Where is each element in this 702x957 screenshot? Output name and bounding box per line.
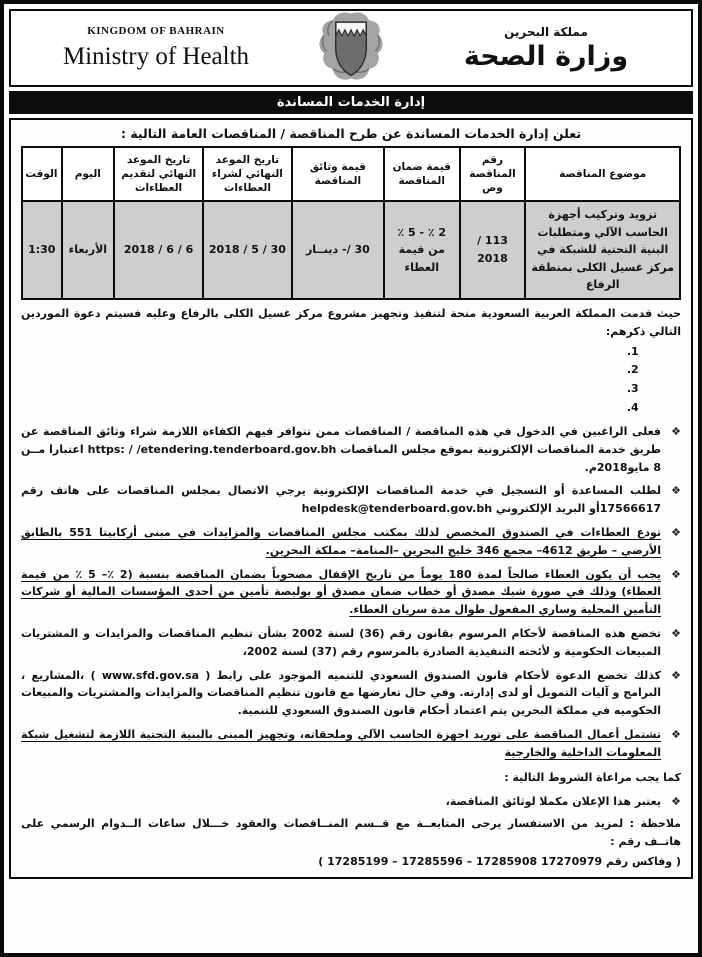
tender-table-header-row — [22, 147, 680, 201]
col-header-time: الوقت — [22, 147, 62, 201]
bullet-text: فعلى الراغبين في الدخول في هذه المناقصة / المناقصات ممن تتوافر فيهم الكفاءة اللازمة شراء وثائق المناقصة عن طريق خدمة المناقصات الإلكترونية بموقع مجلس المناقصات https: / /etendering.tenderboard.gov.bh اعتبارا مــن 8 مايو2018م. — [21, 424, 661, 474]
bullet-text: كذلك تخضع الدعوة لأحكام قانون الصندوق السعودي للتنميه الموجود على رابط ( www.sfd.gov.sa ) ،المشاريع ، البرامج و آليات التمويل أو لدى إدارته. وفي حال تعارضها مع قانون تنظيم المناقصات والمزايدات والمشتريات والمبيعات الحكوميه في مملكة البحرين يتم اعتماد أحكام قانون الصندوق السعودي للتنمية. — [21, 668, 661, 718]
conditions-intro: كما يجب مراعاة الشروط التالية : — [504, 770, 681, 784]
bullet-paragraph — [21, 566, 681, 619]
kingdom-name-english: KINGDOM OF BAHRAIN — [87, 25, 225, 37]
bullet-text: تخضع هذه المناقصة لأحكام المرسوم بقانون رقم (36) لسنة 2002 بشأن تنظيم المناقصات والمزايدات و المشتريات المبيعات الحكومية و لأئحته التنفيذية الصادرة بالمرسوم رقم (37) لسنة 2002، — [21, 627, 662, 658]
ministry-arabic-block — [411, 25, 681, 72]
note-line-1: ملاحظة : لمزيد من الاستفسار يرجى المتابعــة مع قــسم المنــاقصات والعقود خـــلال ساعات الــدوام الرسمي على هاتــف رقم : — [21, 817, 681, 849]
tender-table-row — [22, 201, 680, 299]
department-title-bar: إدارة الخدمات المساندة — [9, 91, 693, 114]
cell-purchase-deadline: 30 / 5 / 2018 — [203, 201, 292, 299]
note-line-2 — [21, 853, 681, 871]
cell-day: الأربعاء — [62, 201, 115, 299]
diamond-bullet-icon: ❖ — [671, 484, 681, 498]
cell-documents-value: 30 /- دينــار — [292, 201, 384, 299]
bullet-paragraph — [21, 726, 681, 762]
bullet-paragraphs — [21, 423, 681, 762]
contact-phone-numbers: ( 17285199 – 17285596 – 17285908 وفاكس رقم 17270979 ) — [318, 854, 681, 868]
diamond-bullet-icon: ❖ — [671, 668, 681, 682]
supplier-list-item — [21, 399, 623, 417]
bullet-text: يجب أن يكون العطاء صالحاً لمدة 180 يوماً من تاريخ الإقفال مصحوباً بضمان المناقصة بنسبة (2 ٪– 5 ٪ من قيمة العطاء) وذلك في صورة شيك مصدق أو خطاب ضمان مصدق أو بوليصة تأمين من أحدى المؤسسات المالية أو شركات التأمين المحلية وساري المفعول طوال مدة سريان العطاء. — [21, 567, 662, 617]
kingdom-name-arabic: مملكة البحرين — [504, 24, 588, 39]
diamond-bullet-icon: ❖ — [671, 525, 681, 539]
bullet-paragraph — [21, 423, 681, 476]
col-header-day: اليوم — [62, 147, 115, 201]
final-bullet-paragraph — [21, 793, 681, 811]
cell-subject: تزويد وتركيب أجهزة الحاسب الآلي ومتطلبات البنية التحتية للشبكة في مركز غسيل الكلى بمنطقة الرفاع — [525, 201, 680, 299]
bullet-paragraph — [21, 625, 681, 661]
diamond-bullet-icon: ❖ — [671, 794, 681, 808]
diamond-bullet-icon: ❖ — [671, 627, 681, 640]
cell-submission-deadline: 6 / 6 / 2018 — [114, 201, 203, 299]
ministry-english-block — [21, 25, 291, 71]
bullet-paragraph — [21, 482, 681, 518]
final-bullet-text: يعتبر هذا الإعلان مكملا لوثائق المناقصة، — [445, 794, 661, 808]
bullet-text: لطلب المساعدة أو التسجيل في خدمة المناقصات الإلكترونية يرجي الاتصال بمجلس المناقصات على هاتف رقم 17566617أو البريد الإلكتروني helpdesk@tenderboard.gov.bh — [21, 484, 661, 516]
ministry-name-english: Ministry of Health — [62, 43, 250, 70]
bullet-text: تشتمل أعمال المناقصة على توريد اجهزة الحاسب الآلي وملحقاته، وتجهيز المبنى بالبنية التحتية اللازمة لتشغيل شبكة المعلومات الداخلية والخارجية — [21, 728, 661, 759]
tender-table — [21, 146, 681, 300]
col-header-tender-number: رقم المناقصة وص — [460, 147, 526, 201]
col-header-submission-deadline: تاريخ الموعد النهائي لتقديم العطاءات — [114, 147, 203, 201]
col-header-purchase-deadline: تاريخ الموعد النهائي لشراء العطاءات — [203, 147, 292, 201]
supplier-list-item — [21, 380, 623, 398]
cell-tender-number: 113 / 2018 — [460, 201, 526, 299]
emblem-container — [291, 10, 411, 86]
cell-guarantee-value: 2 ٪ - 5 ٪ من قيمة العطاء — [384, 201, 460, 299]
supplier-list-item — [21, 343, 623, 361]
ministry-name-arabic: وزارة الصحة — [463, 40, 629, 72]
grant-paragraph: حيث قدمت المملكة العربية السعودية منحة لتنفيذ وتجهيز مشروع مركز غسيل الكلى بالرفاع وعليه فسيتم دعوة الموردين التالي ذكرهم: — [21, 307, 681, 338]
bahrain-coat-of-arms-icon — [316, 10, 386, 86]
supplier-list-item — [21, 361, 623, 379]
suppliers-list — [21, 343, 641, 417]
cell-time: 1:30 — [22, 201, 62, 299]
bullet-paragraph — [21, 667, 681, 720]
masthead — [9, 9, 693, 87]
col-header-documents-value: قيمة وثائق المناقصة — [292, 147, 384, 201]
bullet-text: تودع العطاءات في الصندوق المخصص لذلك بمكتب مجلس المناقصات والمزايدات في مبنى أركابيتا 551 بالطابق الأرضي – طريق 4612– مجمع 346 خليج البحرين –المنامة– مملكة البحرين. — [21, 525, 661, 557]
col-header-subject: موضوع المناقصة — [525, 147, 680, 201]
col-header-guarantee-value: قيمة ضمان المناقصة — [384, 147, 460, 201]
diamond-bullet-icon: ❖ — [671, 728, 681, 742]
announcement-body-box — [9, 118, 693, 879]
announcement-intro-line: تعلن إدارة الخدمات المساندة عن طرح المناقصة / المناقصات العامة التالية : — [120, 126, 582, 141]
diamond-bullet-icon: ❖ — [671, 424, 681, 438]
bullet-paragraph — [21, 524, 681, 560]
diamond-bullet-icon: ❖ — [671, 567, 681, 581]
